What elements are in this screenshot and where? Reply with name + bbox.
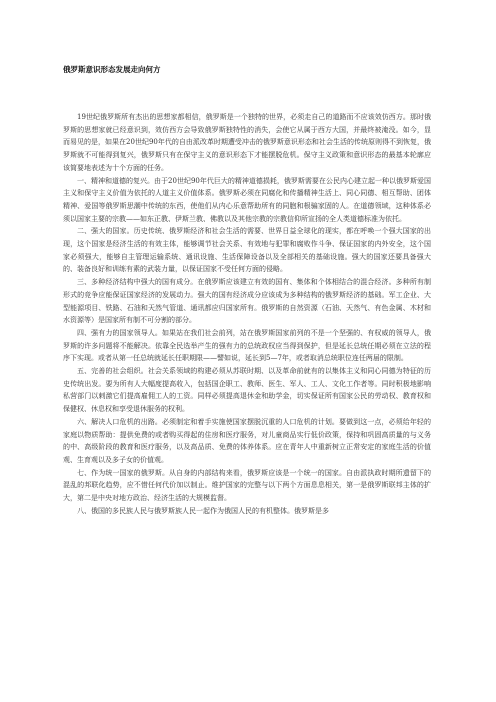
paragraph-5-social-organization: 五、完善的社会组织。社会关系领域的构建必须从苏联时期、以及革命前就有的以集体主义和同心同德为特征的历史传统出发。要为所有人大幅度提高收入，包括国企职工、教师、医生、军人、工人、文化工作者等。同时积极地影响私营部门以刺激它们提高雇佣工人的工资。同样必须提高退休金和助学金，切实保证所有国家公民的劳动权、教育权和保健权、休息权和享受退休服务的权利。: [63, 367, 431, 414]
document-body: [63, 111, 431, 518]
document-title: 俄罗斯意识形态发展走向何方: [63, 65, 161, 74]
paragraph-8-multiethnic-people: 八、俄国的多民族人民与俄罗斯族人民一起作为俄国人民的有机整体。俄罗斯是多: [77, 506, 329, 515]
paragraph-2-strong-state: 二、强大的国家。历史传统、俄罗斯经济和社会生活的需要、世界日益全球化的现实，都在呼唤一个强大国家的出现，这个国家是经济生活的有效主体，能够调节社会关系、有效地与犯罪和腐败作斗争、保证国家的内外安全，这个国家必须强大，能够自主管理运输系统、通讯设施、生活保障设备以及全部相关的基础设施。强大的国家还要具备强大的、装备良好和训练有素的武装力量，以保证国家不受任何方面的侵略。: [63, 227, 431, 274]
paragraph-6-demographic-crisis: 六、解决人口危机的出路。必须制定和着手实施使国家摆脱沉重的人口危机的计划。要做到这一点，必须给年轻的家庭以物质帮助：提供免费的或者购买得起的住房和医疗服务，对儿童商品实行低价政策，保持和巩固高质量的与义务的中、高级阶段的教育和医疗服务，以及高品质、免费的体养体系。应在青年人中重新树立正常安定的家庭生活的价值观、生育观以及多子女的价值观。: [63, 417, 431, 464]
paragraph-intro: 19世纪俄罗斯所有杰出的思想家都相信，俄罗斯是一个独特的世界，必须走自己的道路而不应该效仿西方。那时俄罗斯的思想家就已经意识到，效仿西方会导致俄罗斯独特性的消失，会使它从属于西方大国，并最终被淹没。如今，显而易见的是，如果在20世纪90年代的自由派改革时期遭受冲击的俄罗斯意识形态和社会生活的传统原则得不到恢复，俄罗斯就不可能得到复兴，俄罗斯只有在保守主义的意识形态下才能摆脱危机。保守主义政策和意识形态的最基本轮廓应该简要地表述为十个方面的任务。: [63, 113, 431, 172]
paragraph-3-state-sector: 三、多种经济结构中强大的国有成分。在俄罗斯应该建立有效的国有、集体和个体相结合的混合经济。多种所有制形式的竞争应能保证国家经济的发展动力。强大的国有经济成分应该成为多种结构的俄罗斯经济的基础。军工企业、大型能源项目、铁路、石油和天然气管道、通讯都应归国家所有。俄罗斯的自然资源（石油、天然气、有色金属、木材和水资源等）是国家所有制不可分割的部分。: [63, 278, 431, 325]
paragraph-4-strong-leader: 四、强有力的国家领导人。如果站在我们社会前列，站在俄罗斯国家前列的不是一个坚强的、有权威的领导人，俄罗斯的许多问题将不能解决。依靠全民选举产生的强有力的总统政权应当得到保护，但是延长总统任期必须在立法的程序下实现。或者从第一任总统就延长任职期限——譬如说，延长到5—7年，或者取消总统职位连任两届的限制。: [63, 328, 431, 363]
paragraph-1-spiritual-revival: 一、精神和道德的复兴。由于20世纪90年代巨大的精神道德损耗，俄罗斯需要在公民内心建立起一种以俄罗斯爱国主义和保守主义价值为依托的人道主义价值体系。俄罗斯必须在同腐化和传播精神生活上、同心同德、相互帮助、团体精神、爱国等俄罗斯思潮中传统的东西，使他们从内心乐意帮助所有的同胞和根骗家固的人。在道德领域，这种体系必须以国家主要的宗教——如东正教、伊斯兰教、佛教以及其他宗教的宗教信仰所宣扬的全人类道德标准为依托。: [63, 176, 431, 223]
paragraph-7-unified-state: 七、作为统一国家的俄罗斯。从自身的内部结构来看，俄罗斯应该是一个统一的国家。自由派执政时期所遗留下的混乱的邦联化趋势，应不惜任何代价加以制止。维护国家的完整与以下两个方面息息相关，第一是俄罗斯联邦主体的扩大，第二是中央对地方政治、经济生活的大规模监督。: [63, 468, 431, 503]
